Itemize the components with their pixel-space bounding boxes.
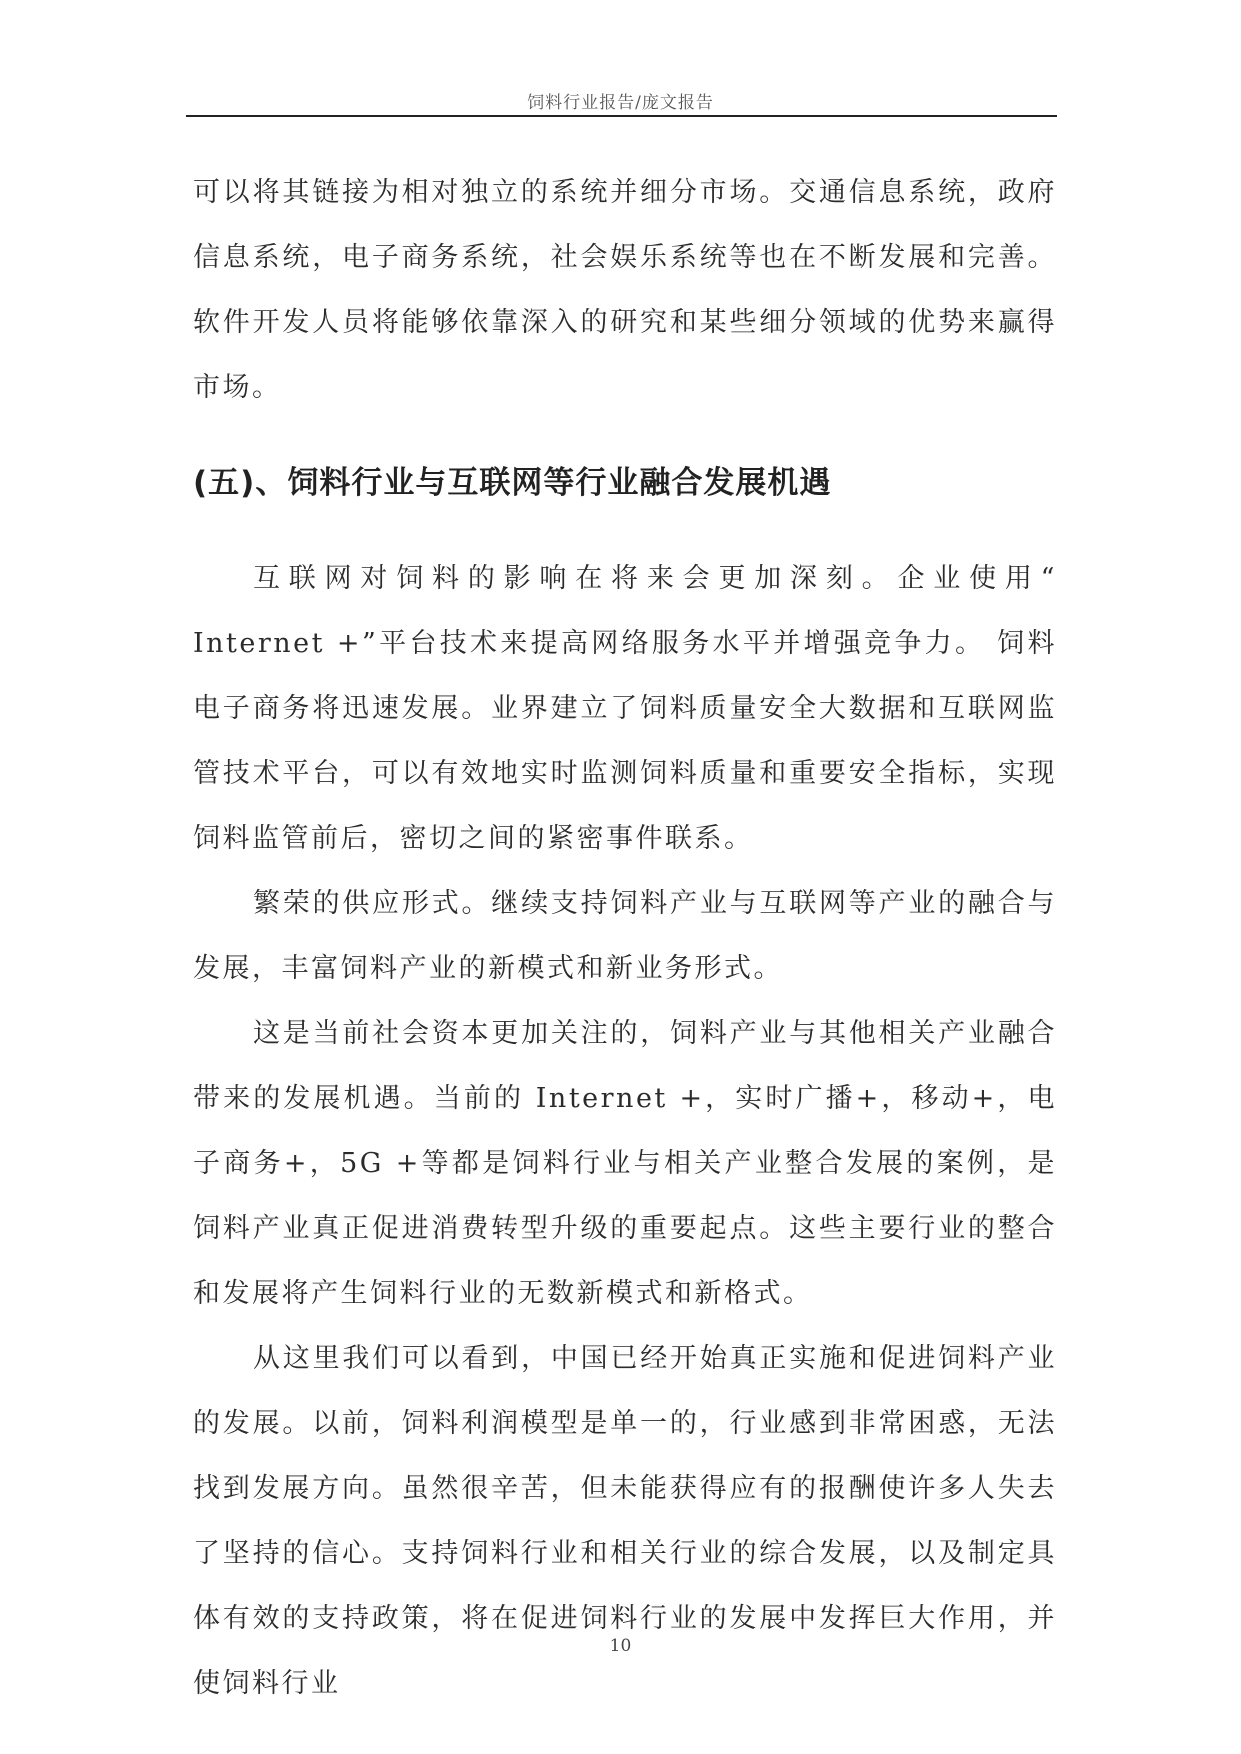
paragraph-supply-forms: 繁荣的供应形式。继续支持饲料产业与互联网等产业的融合与发展，丰富饲料产业的新模式和新业务形式。 — [193, 888, 1057, 984]
running-header: 饲料行业报告/庞文报告 — [527, 93, 714, 113]
paragraph-internet-impact: 互联网对饲料的影响在将来会更加深刻。企业使用“ Internet +”平台技术来提高网络服务水平并增强竞争力。 饲料电子商务将迅速发展。业界建立了饲料质量安全大数据和互联网监管技术平台，可以有效地实时监测饲料质量和重要安全指标，实现饲料监管前后，密切之间的紧密事件联系。 — [193, 563, 1057, 854]
paragraph-development-opportunity: 这是当前社会资本更加关注的，饲料产业与其他相关产业融合带来的发展机遇。当前的 Internet +，实时广播+，移动+，电子商务+，5G +等都是饲料行业与相关产业整合发展的案例，是饲料产业真正促进消费转型升级的重要起点。这些主要行业的整合和发展将产生饲料行业的无数新模式和新格式。 — [193, 1018, 1057, 1309]
header-divider — [186, 115, 1057, 117]
intro-paragraph: 可以将其链接为相对独立的系统并细分市场。交通信息系统，政府信息系统，电子商务系统，社会娱乐系统等也在不断发展和完善。软件开发人员将能够依靠深入的研究和某些细分领域的优势来赢得市场。 — [193, 177, 1057, 403]
page-number: 10 — [609, 1636, 632, 1656]
paragraph-policy-support: 从这里我们可以看到，中国已经开始真正实施和促进饲料产业的发展。以前，饲料利润模型是单一的，行业感到非常困惑，无法找到发展方向。虽然很辛苦，但未能获得应有的报酬使许多人失去了坚持的信心。支持饲料行业和相关行业的综合发展，以及制定具体有效的支持政策，将在促进饲料行业的发展中发挥巨大作用，并使饲料行业 — [193, 1343, 1057, 1699]
section-heading: (五)、饲料行业与互联网等行业融合发展机遇 — [193, 465, 832, 501]
document-body — [193, 160, 1057, 1716]
